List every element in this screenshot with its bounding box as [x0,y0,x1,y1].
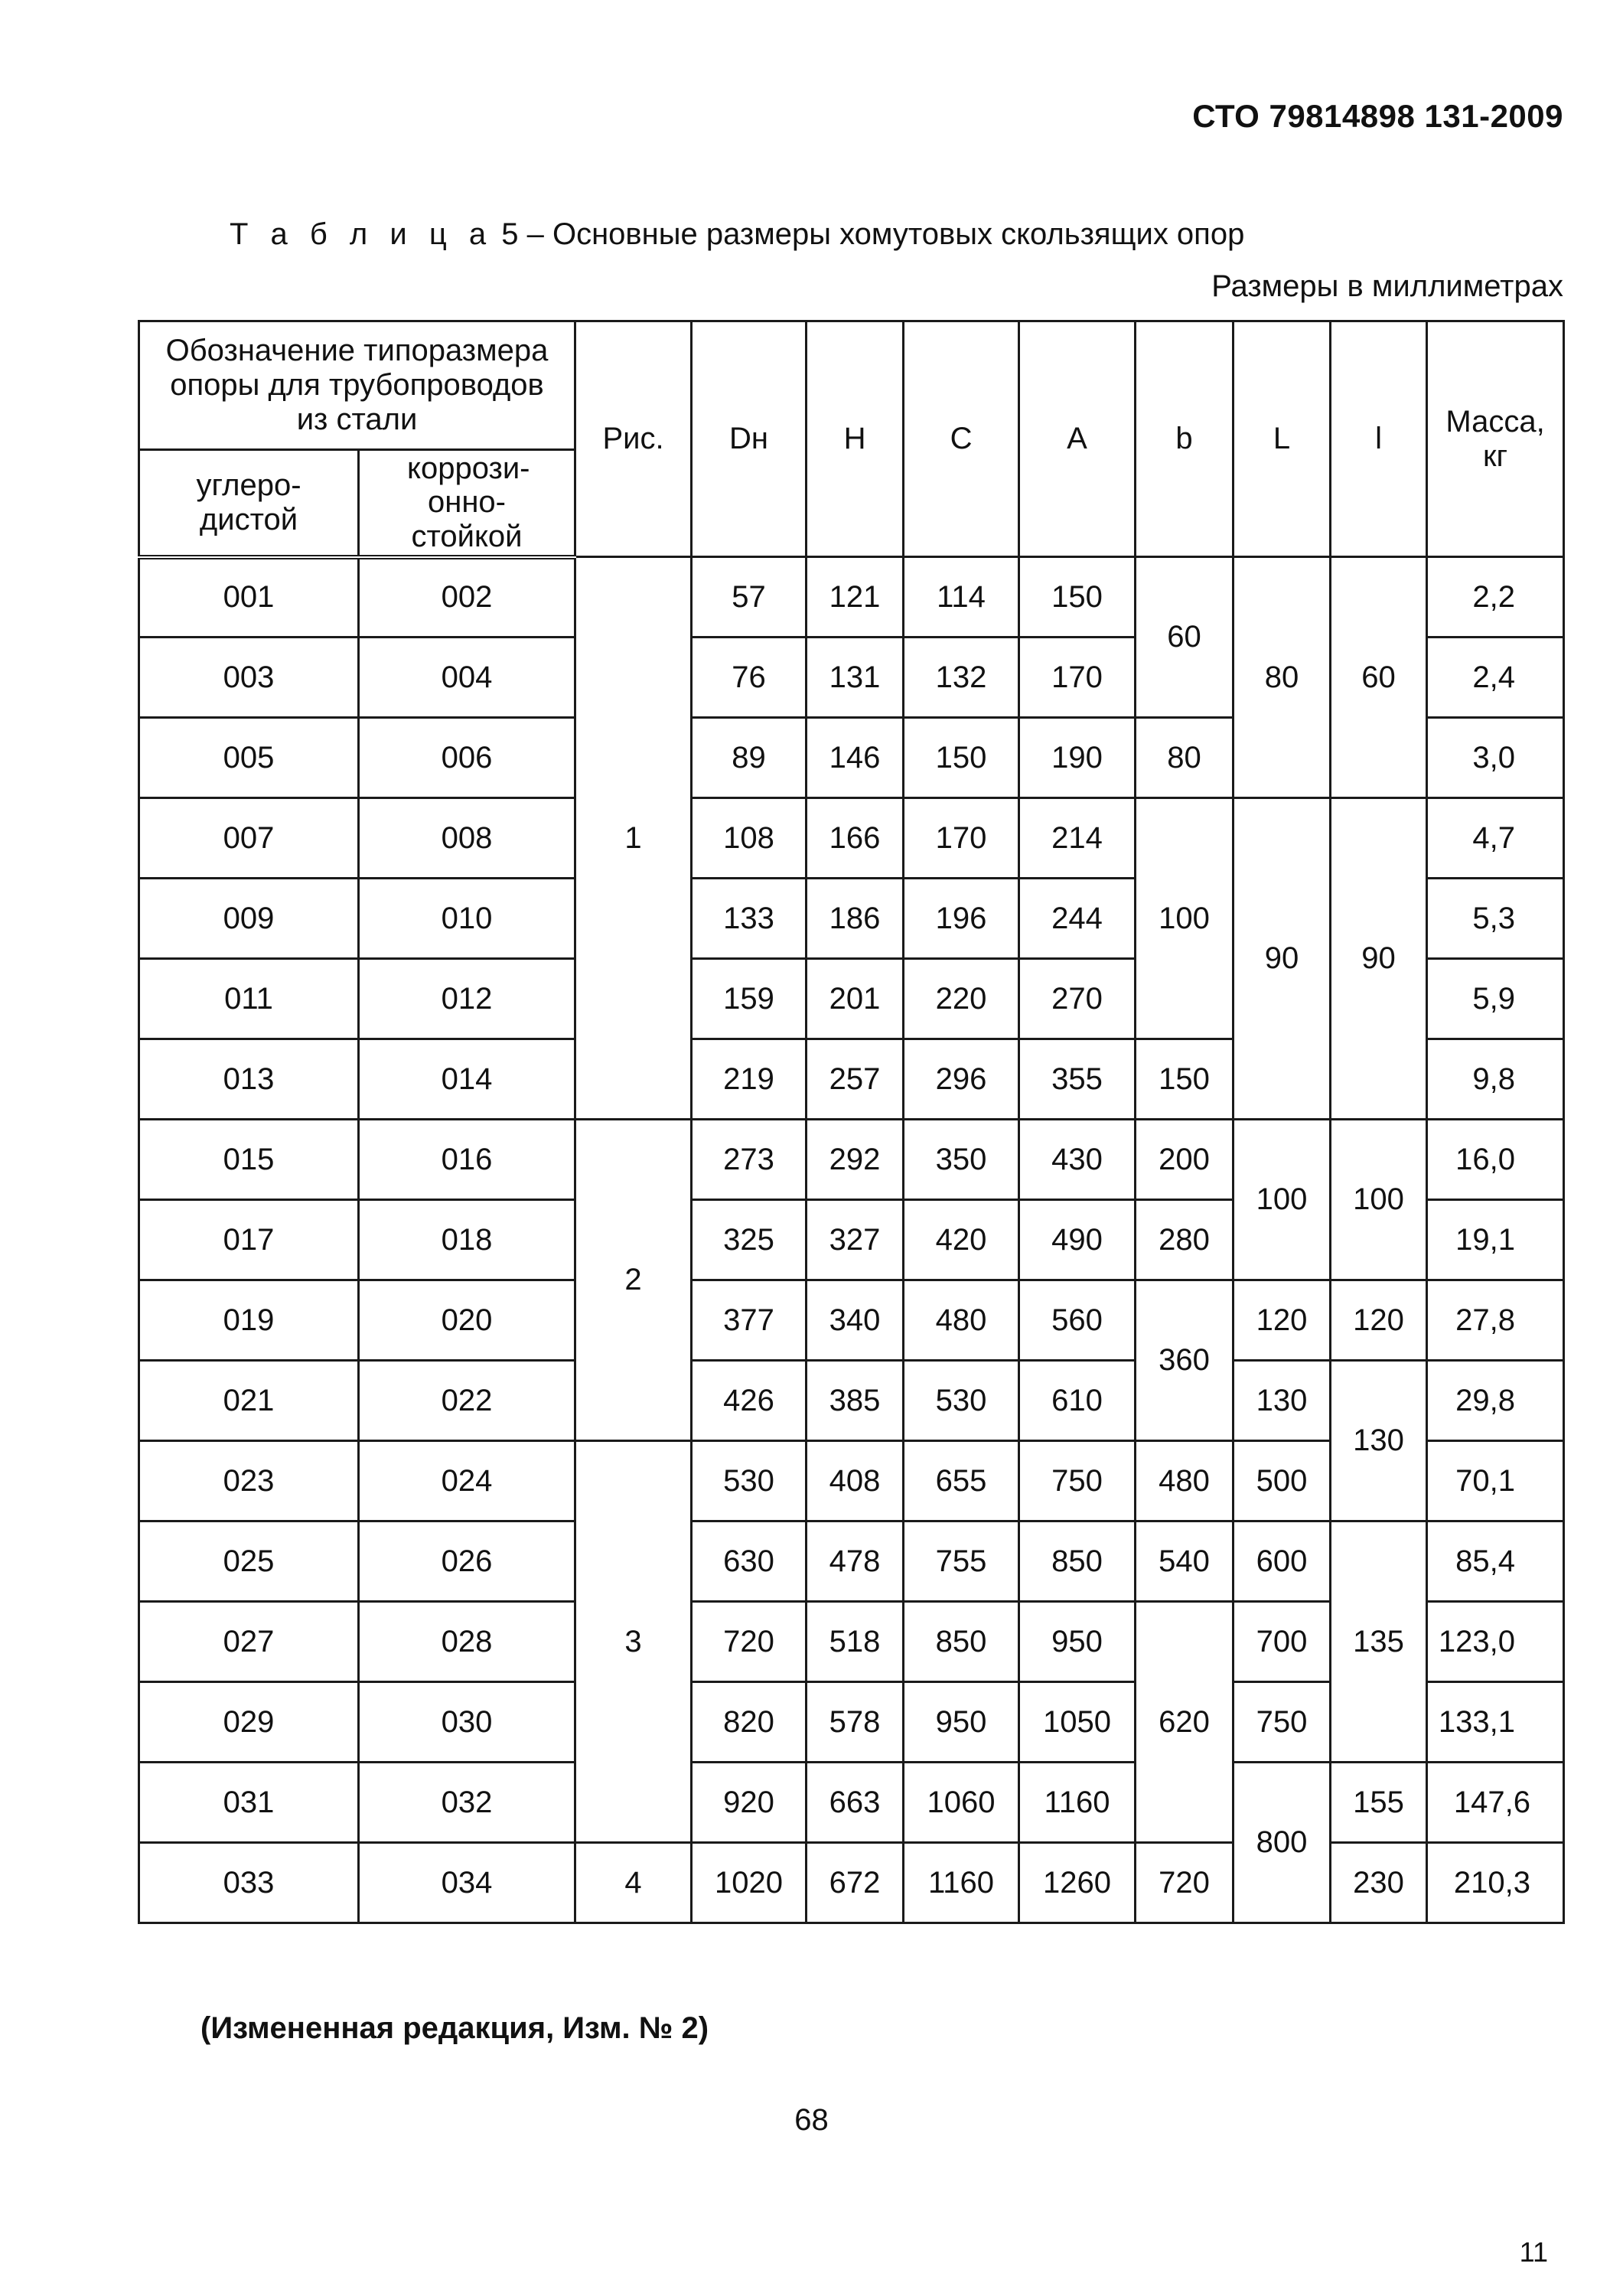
L-cell: 100 [1234,1120,1331,1280]
a-cell: 1260 [1019,1843,1136,1923]
dn-cell: 108 [692,798,807,879]
table-caption [230,217,1244,252]
h-cell: 121 [807,557,904,638]
b-cell: 80 [1136,718,1234,798]
c-cell: 480 [904,1280,1019,1361]
a-cell: 560 [1019,1280,1136,1361]
stainless-code-cell: 030 [359,1682,575,1763]
L-cell: 700 [1234,1602,1331,1682]
dn-cell: 89 [692,718,807,798]
mass-cell: 147,6 [1427,1763,1564,1843]
h-cell: 186 [807,879,904,959]
stainless-code-cell: 034 [359,1843,575,1923]
fig-cell: 1 [575,557,692,1120]
a-cell: 355 [1019,1039,1136,1120]
h-cell: 385 [807,1361,904,1441]
carbon-code-cell: 027 [139,1602,359,1682]
table-caption-label: Т а б л и ц а [230,217,494,251]
b-cell: 360 [1136,1280,1234,1441]
h-cell: 663 [807,1763,904,1843]
dn-cell: 133 [692,879,807,959]
stainless-code-cell: 010 [359,879,575,959]
mass-cell: 123,0 [1427,1602,1564,1682]
h-cell: 327 [807,1200,904,1280]
a-cell: 1050 [1019,1682,1136,1763]
b-cell: 480 [1136,1441,1234,1521]
c-cell: 850 [904,1602,1019,1682]
a-cell: 1160 [1019,1763,1136,1843]
table-row [139,798,1564,879]
l-header: l [1331,321,1427,557]
dimensions-table [138,320,1565,1924]
mass-cell: 3,0 [1427,718,1564,798]
a-cell: 490 [1019,1200,1136,1280]
designation-header: Обозначение типоразмера опоры для трубопроводов из стали [139,321,575,450]
table-row [139,1361,1564,1441]
c-cell: 1160 [904,1843,1019,1923]
carbon-code-cell: 009 [139,879,359,959]
b-cell: 540 [1136,1521,1234,1602]
stainless-code-cell: 018 [359,1200,575,1280]
table-caption-title: 5 – Основные размеры хомутовых скользящих опор [501,217,1245,251]
carbon-code-cell: 003 [139,638,359,718]
stainless-code-cell: 006 [359,718,575,798]
mass-cell: 5,9 [1427,959,1564,1039]
a-cell: 430 [1019,1120,1136,1200]
b-cell: 620 [1136,1602,1234,1843]
L-header: L [1234,321,1331,557]
document-code: СТО 79814898 131-2009 [1192,98,1563,134]
l-cell: 120 [1331,1280,1427,1361]
mass-cell: 4,7 [1427,798,1564,879]
L-cell: 90 [1234,798,1331,1120]
carbon-code-cell: 001 [139,557,359,638]
b-cell: 720 [1136,1843,1234,1923]
h-cell: 408 [807,1441,904,1521]
table-row [139,1280,1564,1361]
a-cell: 190 [1019,718,1136,798]
l-cell: 135 [1331,1521,1427,1763]
c-cell: 420 [904,1200,1019,1280]
dn-cell: 920 [692,1763,807,1843]
b-cell: 150 [1136,1039,1234,1120]
h-cell: 578 [807,1682,904,1763]
carbon-code-cell: 007 [139,798,359,879]
c-cell: 950 [904,1682,1019,1763]
stainless-steel-header: коррози-онно-стойкой [359,450,575,557]
fig-header: Рис. [575,321,692,557]
c-cell: 296 [904,1039,1019,1120]
dn-cell: 325 [692,1200,807,1280]
c-cell: 220 [904,959,1019,1039]
c-cell: 114 [904,557,1019,638]
mass-cell: 70,1 [1427,1441,1564,1521]
fig-cell: 4 [575,1843,692,1923]
table-row [139,1120,1564,1200]
dn-cell: 820 [692,1682,807,1763]
mass-cell: 5,3 [1427,879,1564,959]
dn-cell: 530 [692,1441,807,1521]
c-cell: 150 [904,718,1019,798]
table-header [139,321,1564,557]
table-body [139,557,1564,1923]
table-row [139,1763,1564,1843]
b-cell: 60 [1136,557,1234,718]
h-cell: 518 [807,1602,904,1682]
carbon-steel-header: углеро-дистой [139,450,359,557]
amendment-note: (Измененная редакция, Изм. № 2) [200,2011,709,2045]
l-cell: 100 [1331,1120,1427,1280]
L-cell: 130 [1234,1361,1331,1441]
carbon-code-cell: 025 [139,1521,359,1602]
stainless-code-cell: 012 [359,959,575,1039]
L-cell: 750 [1234,1682,1331,1763]
a-header: A [1019,321,1136,557]
b-cell: 100 [1136,798,1234,1039]
c-cell: 132 [904,638,1019,718]
stainless-code-cell: 032 [359,1763,575,1843]
h-cell: 201 [807,959,904,1039]
carbon-code-cell: 033 [139,1843,359,1923]
dn-cell: 273 [692,1120,807,1200]
carbon-code-cell: 021 [139,1361,359,1441]
mass-cell: 133,1 [1427,1682,1564,1763]
carbon-code-cell: 023 [139,1441,359,1521]
dn-cell: 76 [692,638,807,718]
dn-cell: 57 [692,557,807,638]
dn-cell: 720 [692,1602,807,1682]
a-cell: 750 [1019,1441,1136,1521]
stainless-code-cell: 020 [359,1280,575,1361]
carbon-code-cell: 005 [139,718,359,798]
c-cell: 1060 [904,1763,1019,1843]
units-note: Размеры в миллиметрах [1211,269,1563,303]
stainless-code-cell: 022 [359,1361,575,1441]
h-header: H [807,321,904,557]
table-row [139,1521,1564,1602]
mass-cell: 2,2 [1427,557,1564,638]
b-header: b [1136,321,1234,557]
mass-cell: 85,4 [1427,1521,1564,1602]
h-cell: 340 [807,1280,904,1361]
stainless-code-cell: 024 [359,1441,575,1521]
L-cell: 80 [1234,557,1331,798]
mass-cell: 16,0 [1427,1120,1564,1200]
l-cell: 230 [1331,1843,1427,1923]
carbon-code-cell: 013 [139,1039,359,1120]
carbon-code-cell: 029 [139,1682,359,1763]
c-cell: 755 [904,1521,1019,1602]
carbon-code-cell: 015 [139,1120,359,1200]
l-cell: 155 [1331,1763,1427,1843]
dn-cell: 426 [692,1361,807,1441]
dn-cell: 159 [692,959,807,1039]
L-cell: 500 [1234,1441,1331,1521]
stainless-code-cell: 026 [359,1521,575,1602]
l-cell: 60 [1331,557,1427,798]
fig-cell: 3 [575,1441,692,1843]
h-cell: 257 [807,1039,904,1120]
h-cell: 478 [807,1521,904,1602]
dn-cell: 219 [692,1039,807,1120]
fig-cell: 2 [575,1120,692,1441]
c-cell: 530 [904,1361,1019,1441]
L-cell: 600 [1234,1521,1331,1602]
mass-cell: 2,4 [1427,638,1564,718]
l-cell: 130 [1331,1361,1427,1521]
stainless-code-cell: 014 [359,1039,575,1120]
a-cell: 850 [1019,1521,1136,1602]
dn-cell: 630 [692,1521,807,1602]
a-cell: 170 [1019,638,1136,718]
a-cell: 610 [1019,1361,1136,1441]
a-cell: 950 [1019,1602,1136,1682]
mass-cell: 29,8 [1427,1361,1564,1441]
a-cell: 150 [1019,557,1136,638]
carbon-code-cell: 011 [139,959,359,1039]
l-cell: 90 [1331,798,1427,1120]
b-cell: 280 [1136,1200,1234,1280]
stainless-code-cell: 028 [359,1602,575,1682]
mass-cell: 19,1 [1427,1200,1564,1280]
carbon-code-cell: 017 [139,1200,359,1280]
c-cell: 196 [904,879,1019,959]
stainless-code-cell: 002 [359,557,575,638]
dn-cell: 1020 [692,1843,807,1923]
mass-cell: 9,8 [1427,1039,1564,1120]
stainless-code-cell: 016 [359,1120,575,1200]
dn-header: Dн [692,321,807,557]
c-cell: 170 [904,798,1019,879]
dn-cell: 377 [692,1280,807,1361]
b-cell: 200 [1136,1120,1234,1200]
L-cell: 120 [1234,1280,1331,1361]
mass-cell: 210,3 [1427,1843,1564,1923]
a-cell: 270 [1019,959,1136,1039]
h-cell: 292 [807,1120,904,1200]
mass-cell: 27,8 [1427,1280,1564,1361]
mass-header: Масса, кг [1427,321,1564,557]
stainless-code-cell: 008 [359,798,575,879]
h-cell: 131 [807,638,904,718]
a-cell: 244 [1019,879,1136,959]
table-row [139,557,1564,638]
h-cell: 166 [807,798,904,879]
c-header: C [904,321,1019,557]
c-cell: 655 [904,1441,1019,1521]
carbon-code-cell: 019 [139,1280,359,1361]
h-cell: 672 [807,1843,904,1923]
sheet-number: 11 [1519,2236,1548,2268]
h-cell: 146 [807,718,904,798]
c-cell: 350 [904,1120,1019,1200]
a-cell: 214 [1019,798,1136,879]
stainless-code-cell: 004 [359,638,575,718]
table-row [139,1843,1564,1923]
carbon-code-cell: 031 [139,1763,359,1843]
page-number: 68 [794,2103,829,2137]
L-cell: 800 [1234,1763,1331,1923]
